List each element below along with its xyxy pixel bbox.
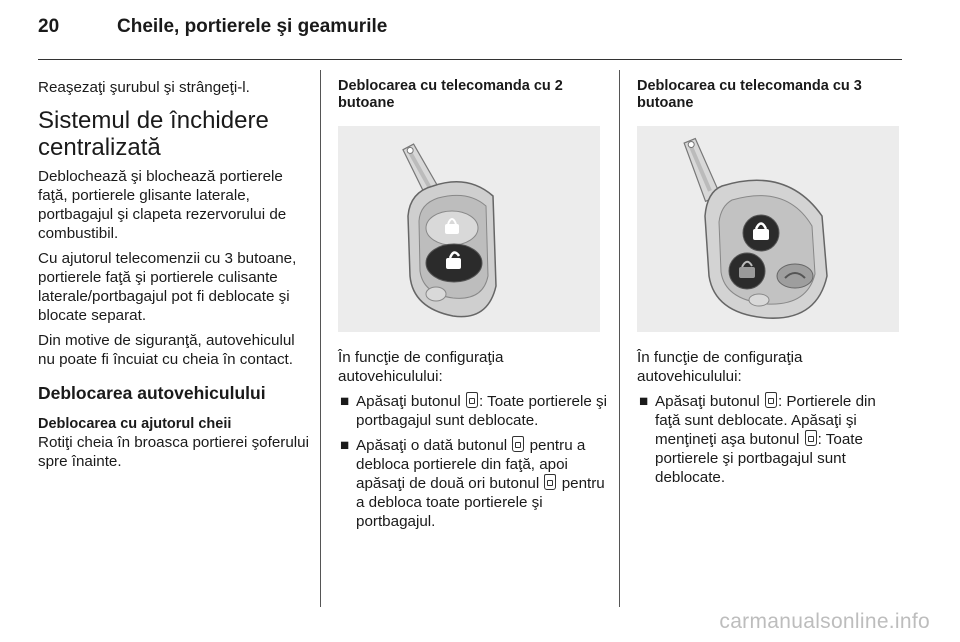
bullet-marker: ■ — [639, 393, 649, 410]
column-divider-2 — [619, 70, 620, 607]
page-number: 20 — [38, 16, 60, 37]
unlock-key-button-icon — [765, 392, 777, 408]
sub-heading: Deblocarea cu telecomanda cu 2 butoane — [338, 78, 563, 111]
chapter-title: Cheile, portierele şi geamurile — [117, 16, 388, 37]
column-2 — [338, 78, 610, 537]
unlock-key-button-icon — [544, 474, 556, 490]
unlock-key-button-icon — [805, 430, 817, 446]
paragraph: Rotiţi cheia în broasca portierei şoferului spre înainte. — [38, 434, 309, 470]
paragraph: În funcţie de configuraţia autovehiculului: — [338, 349, 504, 385]
three-button-key-illustration — [637, 126, 899, 332]
section-title: Sistemul de închidere centralizată — [38, 107, 269, 161]
list-item: ■ Apăsaţi butonul : Portierele din faţă sunt deblocate. Apăsaţi şi menţineţi aşa butonul : Toate portierele şi portbagajul sunt deblocate. — [639, 393, 876, 486]
two-button-remote-figure — [338, 126, 600, 332]
sub-heading: Deblocarea cu ajutorul cheii — [38, 416, 232, 432]
column-1 — [38, 78, 310, 477]
two-button-key-illustration — [338, 126, 600, 332]
list-item: ■ Apăsaţi o dată butonul pentru a debloca portierele din faţă, apoi apăsaţi de două ori butonul pentru a debloca toate portierele şi portbagajul. — [340, 437, 605, 530]
column-divider-1 — [320, 70, 321, 607]
paragraph: Din motive de siguranţă, autovehiculul nu poate fi încuiat cu cheia în contact. — [38, 332, 295, 368]
intro-text: Reaşezaţi şurubul şi strângeţi-l. — [38, 79, 250, 96]
unlock-key-button-icon — [466, 392, 478, 408]
watermark: carmanualsonline.info — [719, 610, 930, 633]
three-button-remote-figure — [637, 126, 899, 332]
subsection-title: Deblocarea autovehiculului — [38, 383, 266, 403]
paragraph: Deblochează şi blochează portierele faţă, portierele glisante laterale, portbagajul şi clapeta rezervorului de combustibil. — [38, 168, 287, 242]
sub-heading: Deblocarea cu telecomanda cu 3 butoane — [637, 78, 862, 111]
bullet-marker: ■ — [340, 393, 350, 410]
column-3 — [637, 78, 903, 493]
list-item: ■ Apăsaţi butonul : Toate portierele şi portbagajul sunt deblocate. — [340, 393, 607, 429]
unlock-key-button-icon — [512, 436, 524, 452]
bullet-marker: ■ — [340, 437, 350, 454]
paragraph: În funcţie de configuraţia autovehiculului: — [637, 349, 803, 385]
header-divider — [38, 59, 902, 60]
paragraph: Cu ajutorul telecomenzii cu 3 butoane, portierele faţă şi portierele culisante laterale/portbagajul pot fi deblocate şi blocate separat. — [38, 250, 297, 324]
